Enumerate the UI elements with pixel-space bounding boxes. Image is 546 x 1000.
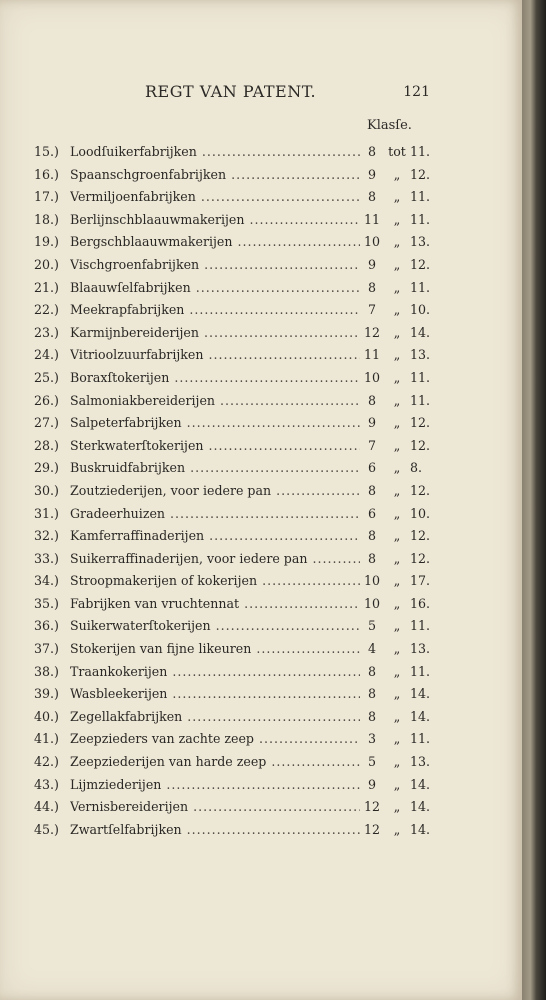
class-to: 8. — [410, 460, 423, 476]
list-item — [34, 570, 434, 593]
item-number: 16.) — [34, 166, 59, 182]
list-item — [34, 299, 434, 322]
class-from: 4 — [360, 638, 384, 661]
item-name: Stokerijen van fijne likeuren ..... — [70, 638, 380, 661]
class-to: 11. — [410, 731, 431, 747]
class-from: 8 — [360, 390, 384, 413]
list-item — [34, 277, 434, 300]
class-to: 11. — [410, 392, 431, 408]
class-to: 11. — [410, 618, 431, 634]
class-to: 12. — [410, 415, 431, 431]
list-item — [34, 322, 434, 345]
item-name: Wasbleekerijen ..... — [70, 683, 380, 706]
list-item — [34, 638, 434, 661]
list-item — [34, 525, 434, 548]
list-item — [34, 503, 434, 526]
class-from: 10 — [360, 367, 384, 390]
list-item — [34, 661, 434, 684]
item-number: 17.) — [34, 189, 59, 205]
class-from: 9 — [360, 774, 384, 797]
class-from: 12 — [360, 322, 384, 345]
class-from: 6 — [360, 503, 384, 526]
item-number: 39.) — [34, 686, 59, 702]
class-to: 13. — [410, 754, 431, 770]
item-number: 43.) — [34, 776, 59, 792]
class-connector: „ — [393, 505, 401, 521]
item-number: 28.) — [34, 437, 59, 453]
class-connector: „ — [393, 528, 401, 544]
class-connector: „ — [393, 460, 401, 476]
list-item — [34, 751, 434, 774]
class-to: 14. — [410, 799, 431, 815]
list-item — [34, 548, 434, 571]
column-header: Klasſe. — [367, 118, 412, 133]
class-to: 12. — [410, 482, 431, 498]
running-header — [145, 82, 430, 106]
item-name: Loodſuikerfabrijken ..... — [70, 141, 380, 164]
class-to: 13. — [410, 234, 431, 250]
item-number: 40.) — [34, 708, 59, 724]
item-name: Zegellakfabrijken ..... — [70, 706, 380, 729]
item-number: 44.) — [34, 799, 59, 815]
list-item — [34, 254, 434, 277]
list-item — [34, 367, 434, 390]
class-to: 13. — [410, 347, 431, 363]
class-connector: „ — [393, 415, 401, 431]
class-to: 14. — [410, 324, 431, 340]
class-from: 8 — [360, 661, 384, 684]
item-number: 37.) — [34, 641, 59, 657]
class-to: 16. — [410, 595, 431, 611]
class-to: 10. — [410, 505, 431, 521]
class-to: 17. — [410, 573, 431, 589]
item-number: 24.) — [34, 347, 59, 363]
item-name: Salpeterfabrijken ..... — [70, 412, 380, 435]
item-number: 19.) — [34, 234, 59, 250]
class-connector: „ — [393, 256, 401, 272]
item-name: Sterkwaterſtokerijen ..... — [70, 435, 380, 458]
class-from: 8 — [360, 186, 384, 209]
class-from: 8 — [360, 548, 384, 571]
class-from: 3 — [360, 728, 384, 751]
class-connector: tot — [388, 144, 406, 159]
item-number: 31.) — [34, 505, 59, 521]
item-name: Lijmziederijen ..... — [70, 774, 380, 797]
class-connector: „ — [393, 595, 401, 611]
page-edge — [522, 0, 546, 1000]
list-item — [34, 615, 434, 638]
list-item — [34, 209, 434, 232]
list-item — [34, 390, 434, 413]
class-connector: „ — [393, 618, 401, 634]
item-number: 29.) — [34, 460, 59, 476]
class-from: 9 — [360, 412, 384, 435]
class-to: 12. — [410, 256, 431, 272]
class-connector: „ — [393, 211, 401, 227]
item-name: Gradeerhuizen ..... — [70, 503, 380, 526]
list-item — [34, 344, 434, 367]
item-name: Stroopmakerijen of kokerijen ..... — [70, 570, 380, 593]
item-number: 20.) — [34, 256, 59, 272]
item-name: Zoutziederijen, voor iedere pan ..... — [70, 480, 380, 503]
item-number: 18.) — [34, 211, 59, 227]
class-from: 10 — [360, 593, 384, 616]
list-item — [34, 186, 434, 209]
list-item — [34, 728, 434, 751]
item-name: Suikerwaterſtokerijen ..... — [70, 615, 380, 638]
class-to: 14. — [410, 686, 431, 702]
class-connector: „ — [393, 754, 401, 770]
item-number: 27.) — [34, 415, 59, 431]
page-number: 121 — [403, 84, 430, 100]
list-item — [34, 774, 434, 797]
list-item — [34, 435, 434, 458]
class-from: 5 — [360, 615, 384, 638]
item-number: 33.) — [34, 550, 59, 566]
item-name: Kamferraffinaderijen ..... — [70, 525, 380, 548]
item-number: 38.) — [34, 663, 59, 679]
item-name: Traankokerijen ..... — [70, 661, 380, 684]
class-connector: „ — [393, 302, 401, 318]
list-item — [34, 683, 434, 706]
class-from: 8 — [360, 277, 384, 300]
list-item — [34, 164, 434, 187]
item-number: 30.) — [34, 482, 59, 498]
class-to: 13. — [410, 641, 431, 657]
item-number: 41.) — [34, 731, 59, 747]
list-item — [34, 706, 434, 729]
class-to: 11. — [410, 369, 431, 385]
item-number: 35.) — [34, 595, 59, 611]
item-number: 22.) — [34, 302, 59, 318]
item-name: Zeepzieders van zachte zeep ..... — [70, 728, 380, 751]
list-item — [34, 819, 434, 842]
item-name: Suikerraffinaderijen, voor iedere pan ..... — [70, 548, 380, 571]
item-name: Zeepziederijen van harde zeep ..... — [70, 751, 380, 774]
item-name: Bergschblaauwmakerijen ..... — [70, 231, 380, 254]
class-to: 12. — [410, 437, 431, 453]
list-item — [34, 480, 434, 503]
class-connector: „ — [393, 573, 401, 589]
item-name: Boraxſtokerijen ..... — [70, 367, 380, 390]
item-number: 32.) — [34, 528, 59, 544]
list-item — [34, 457, 434, 480]
item-number: 36.) — [34, 618, 59, 634]
class-from: 9 — [360, 254, 384, 277]
class-connector: „ — [393, 279, 401, 295]
class-from: 7 — [360, 299, 384, 322]
class-connector: „ — [393, 708, 401, 724]
item-name: Spaanschgroenfabrijken ..... — [70, 164, 380, 187]
class-connector: „ — [393, 234, 401, 250]
class-connector: „ — [393, 437, 401, 453]
class-connector: „ — [393, 663, 401, 679]
class-to: 11. — [410, 211, 431, 227]
class-connector: „ — [393, 369, 401, 385]
item-name: Vitrioolzuurfabrijken ..... — [70, 344, 380, 367]
class-to: 12. — [410, 528, 431, 544]
class-connector: „ — [393, 776, 401, 792]
list-item — [34, 412, 434, 435]
class-to: 12. — [410, 550, 431, 566]
item-number: 26.) — [34, 392, 59, 408]
class-to: 11. — [410, 279, 431, 295]
list-item — [34, 593, 434, 616]
class-connector: „ — [393, 550, 401, 566]
item-name: Vischgroenfabrijken ..... — [70, 254, 380, 277]
item-name: Fabrijken van vruchtennat ..... — [70, 593, 380, 616]
class-to: 10. — [410, 302, 431, 318]
class-connector: „ — [393, 686, 401, 702]
page-title: REGT VAN PATENT. — [145, 82, 317, 101]
item-name: Buskruidfabrijken ..... — [70, 457, 380, 480]
class-connector: „ — [393, 731, 401, 747]
class-from: 12 — [360, 819, 384, 842]
item-number: 23.) — [34, 324, 59, 340]
class-to: 11. — [410, 189, 431, 205]
class-from: 5 — [360, 751, 384, 774]
patent-list — [34, 141, 434, 841]
class-to: 11. — [410, 144, 431, 159]
class-connector: „ — [393, 821, 401, 837]
item-name: Berlijnschblaauwmakerijen ..... — [70, 209, 380, 232]
item-name: Vermiljoenfabrijken ..... — [70, 186, 380, 209]
class-connector: „ — [393, 641, 401, 657]
class-from: 8 — [360, 683, 384, 706]
class-from: 8 — [360, 141, 384, 164]
class-to: 14. — [410, 708, 431, 724]
class-to: 12. — [410, 166, 431, 182]
item-number: 34.) — [34, 573, 59, 589]
item-number: 25.) — [34, 369, 59, 385]
class-connector: „ — [393, 482, 401, 498]
class-from: 8 — [360, 706, 384, 729]
class-to: 14. — [410, 776, 431, 792]
class-from: 9 — [360, 164, 384, 187]
class-from: 8 — [360, 525, 384, 548]
item-number: 15.) — [34, 144, 59, 159]
class-from: 10 — [360, 231, 384, 254]
item-name: Salmoniakbereiderijen ..... — [70, 390, 380, 413]
class-connector: „ — [393, 324, 401, 340]
item-name: Meekrapfabrijken ..... — [70, 299, 380, 322]
class-from: 8 — [360, 480, 384, 503]
list-item — [34, 141, 434, 164]
class-from: 6 — [360, 457, 384, 480]
class-from: 10 — [360, 570, 384, 593]
class-to: 11. — [410, 663, 431, 679]
list-item — [34, 796, 434, 819]
class-from: 11 — [360, 209, 384, 232]
class-from: 11 — [360, 344, 384, 367]
item-name: Karmijnbereiderijen ..... — [70, 322, 380, 345]
list-item — [34, 231, 434, 254]
class-connector: „ — [393, 347, 401, 363]
class-from: 12 — [360, 796, 384, 819]
item-number: 21.) — [34, 279, 59, 295]
class-from: 7 — [360, 435, 384, 458]
class-connector: „ — [393, 392, 401, 408]
class-to: 14. — [410, 821, 431, 837]
item-number: 42.) — [34, 754, 59, 770]
class-connector: „ — [393, 166, 401, 182]
item-name: Blaauwſelfabrijken ..... — [70, 277, 380, 300]
class-connector: „ — [393, 799, 401, 815]
item-name: Zwartſelfabrijken ..... — [70, 819, 380, 842]
item-name: Vernisbereiderijen ..... — [70, 796, 380, 819]
class-connector: „ — [393, 189, 401, 205]
item-number: 45.) — [34, 821, 59, 837]
